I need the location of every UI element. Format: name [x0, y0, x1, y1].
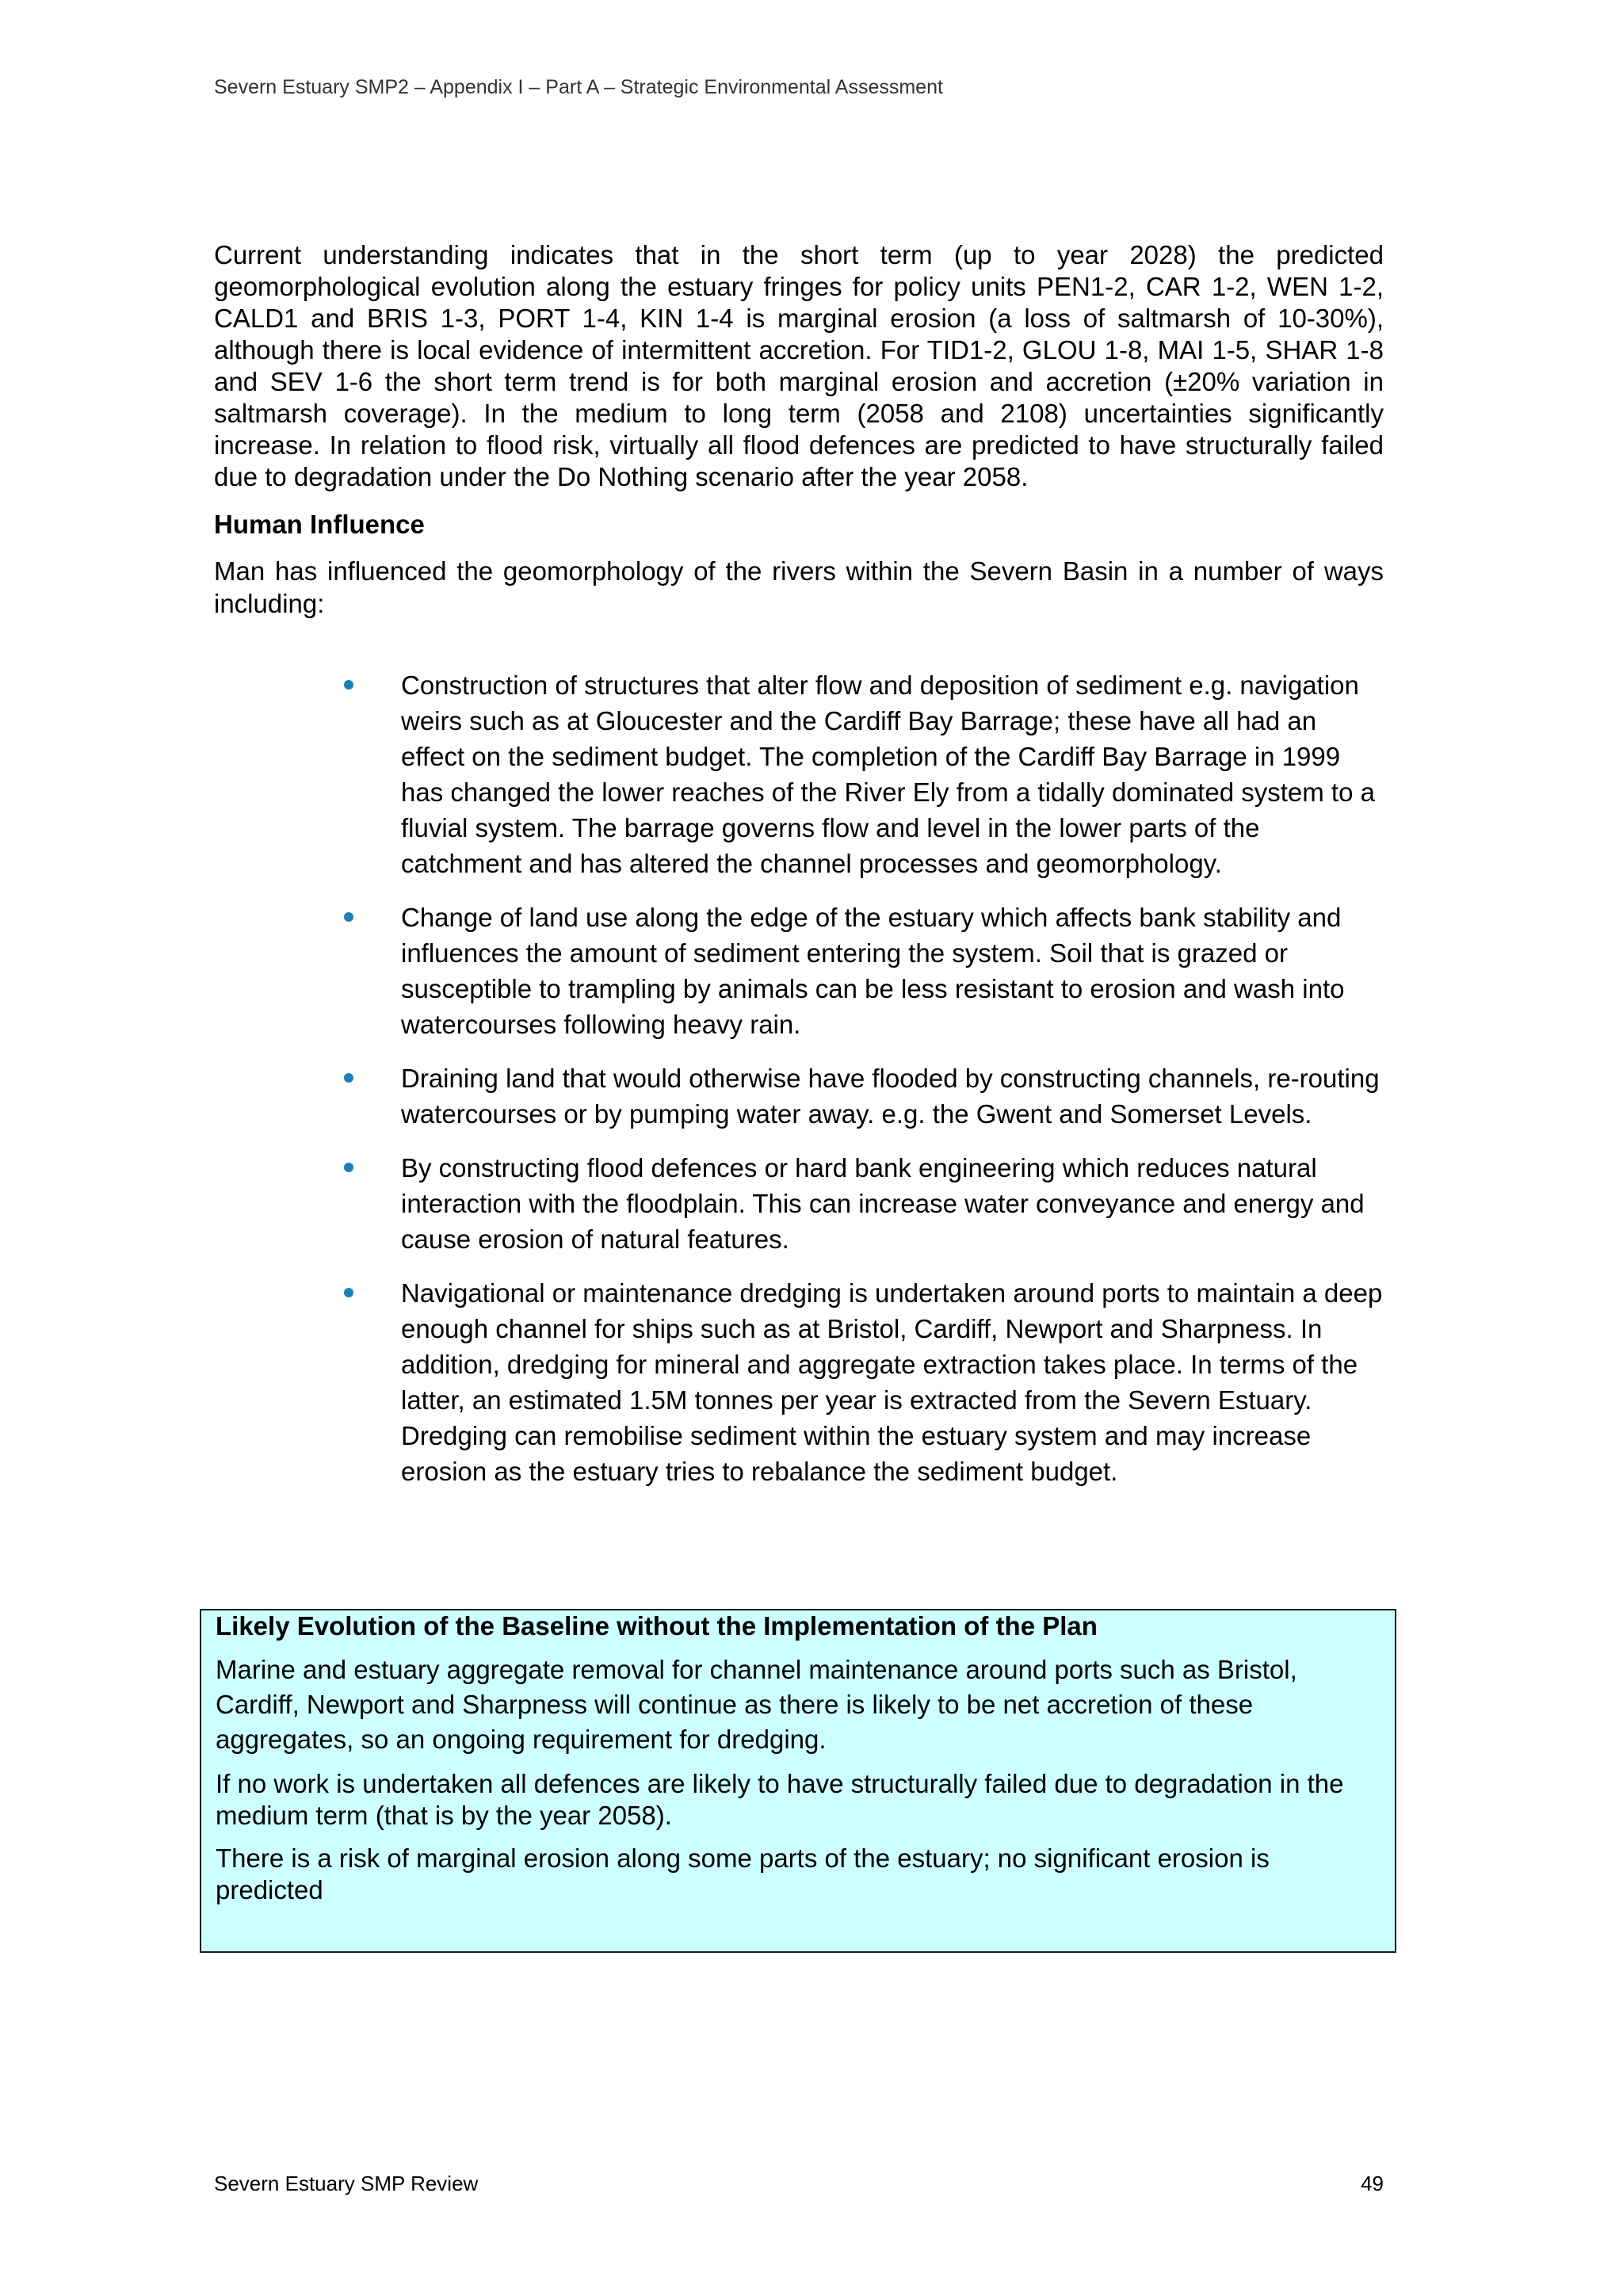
- list-item-text: Construction of structures that alter flow and deposition of sediment e.g. navigation weirs such as at Gloucester and the Cardiff Bay Barrage; these have all had an effect on the sediment budget. The completion of the Cardiff Bay Barrage in 1999 has changed the lower reaches of the River Ely from a tidally dominated system to a fluvial system. The barrage governs flow and level in the lower parts of the catchment and has altered the channel processes and geomorphology.: [401, 670, 1375, 878]
- intro-paragraph: Current understanding indicates that in the short term (up to year 2028) the predicted geomorphological evolution along the estuary fringes for policy units PEN1-2, CAR 1-2, WEN 1-2, CALD1 and BRIS 1-3, PORT 1-4, KIN 1-4 is marginal erosion (a loss of saltmarsh of 10-30%), although there is local evidence of intermittent accretion. For TID1-2, GLOU 1-8, MAI 1-5, SHAR 1-8 and SEV 1-6 the short term trend is for both marginal erosion and accretion (±20% variation in saltmarsh coverage). In the medium to long term (2058 and 2108) uncertainties significantly increase. In relation to flood risk, virtually all flood defences are predicted to have structurally failed due to degradation under the Do Nothing scenario after the year 2058.: [214, 240, 1384, 491]
- bullet-icon: [344, 1288, 353, 1297]
- list-item-text: Navigational or maintenance dredging is undertaken around ports to maintain a deep enough channel for ships such as at Bristol, Cardiff, Newport and Sharpness. In addition, dredging for mineral and aggregate extraction takes place. In terms of the latter, an estimated 1.5M tonnes per year is extracted from the Severn Estuary. Dredging can remobilise sediment within the estuary system and may increase erosion as the estuary tries to rebalance the sediment budget.: [401, 1278, 1383, 1486]
- list-item-text: Change of land use along the edge of the estuary which affects bank stability and influences the amount of sediment entering the system. Soil that is grazed or susceptible to trampling by animals can be less resistant to erosion and wash into watercourses following heavy rain.: [401, 903, 1345, 1039]
- list-item-text: Draining land that would otherwise have flooded by constructing channels, re-routing watercourses or by pumping water away. e.g. the Gwent and Somerset Levels.: [401, 1064, 1380, 1129]
- footer-title: Severn Estuary SMP Review: [214, 2172, 479, 2195]
- human-influence-heading: Human Influence: [214, 510, 425, 539]
- running-header: Severn Estuary SMP2 – Appendix I – Part A – Strategic Environmental Assessment: [214, 76, 943, 98]
- baseline-paragraph-erosion: There is a risk of marginal erosion along some parts of the estuary; no significant erosion is predicted: [216, 1843, 1270, 1904]
- baseline-paragraph-dredging: Marine and estuary aggregate removal for channel maintenance around ports such as Bristol, Cardiff, Newport and Sharpness will continue as there is likely to be net accretion of these aggregates, so an ongoing requirement for dredging.: [216, 1655, 1297, 1754]
- human-influence-intro: Man has influenced the geomorphology of the rivers within the Severn Basin in a number of ways including:: [214, 556, 1384, 618]
- list-item: [401, 1060, 1384, 1132]
- main-content: [214, 239, 1384, 1507]
- list-item: [401, 1275, 1384, 1489]
- bullet-icon: [344, 912, 353, 922]
- bullet-icon: [344, 1163, 353, 1172]
- baseline-box-title: Likely Evolution of the Baseline without the Implementation of the Plan: [216, 1611, 1098, 1641]
- baseline-paragraph-defences: If no work is undertaken all defences are likely to have structurally failed due to degradation in the medium term (that is by the year 2058).: [216, 1769, 1344, 1830]
- page-number: 49: [1361, 2172, 1384, 2195]
- list-item-text: By constructing flood defences or hard bank engineering which reduces natural interaction with the floodplain. This can increase water conveyance and energy and cause erosion of natural features.: [401, 1153, 1365, 1254]
- bullet-icon: [344, 680, 353, 690]
- page-footer: [214, 2172, 1384, 2196]
- baseline-evolution-box: [200, 1609, 1396, 1953]
- bullet-icon: [344, 1073, 353, 1083]
- list-item: [401, 667, 1384, 881]
- human-influence-list: [214, 667, 1384, 1489]
- list-item: [401, 900, 1384, 1042]
- list-item: [401, 1150, 1384, 1257]
